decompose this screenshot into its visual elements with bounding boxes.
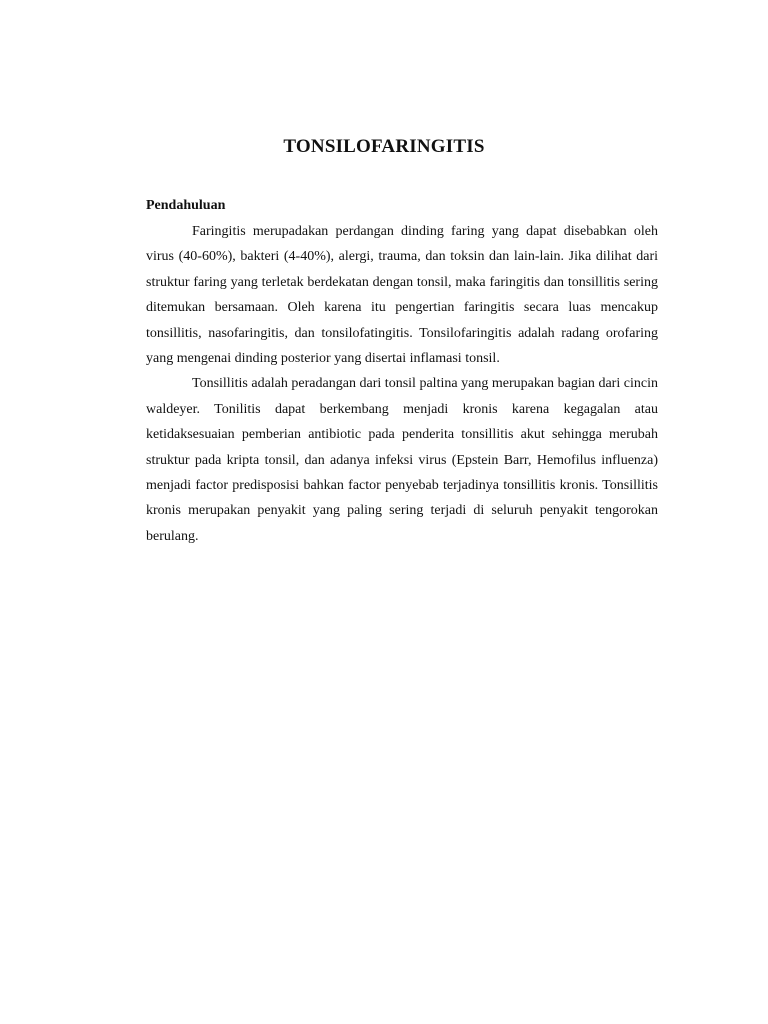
document-title: TONSILOFARINGITIS [283, 136, 485, 157]
section-heading-pendahuluan: Pendahuluan [146, 198, 226, 213]
document-body [146, 193, 658, 549]
paragraph-tonsillitis: Tonsillitis adalah peradangan dari tonsil paltina yang merupakan bagian dari cincin waldeyer. Tonilitis dapat berkembang menjadi kronis karena kegagalan atau ketidaksesuaian pemberian antibiotic pada penderita tonsillitis akut sehingga merubah struktur pada kripta tonsil, dan adanya infeksi virus (Epstein Barr, Hemofilus influenza) menjadi factor predisposisi bahkan factor penyebab terjadinya tonsillitis kronis. Tonsillitis kronis merupakan penyakit yang paling sering terjadi di seluruh penyakit tengorokan berulang. [146, 376, 658, 544]
paragraph-faringitis: Faringitis merupadakan perdangan dinding faring yang dapat disebabkan oleh virus (40-60%), bakteri (4-40%), alergi, trauma, dan toksin dan lain-lain. Jika dilihat dari struktur faring yang terletak berdekatan dengan tonsil, maka faringitis dan tonsillitis sering ditemukan bersamaan. Oleh karena itu pengertian faringitis secara luas mencakup tonsillitis, nasofaringitis, dan tonsilofatingitis. Tonsilofaringitis adalah radang orofaring yang mengenai dinding posterior yang disertai inflamasi tonsil. [146, 224, 658, 367]
